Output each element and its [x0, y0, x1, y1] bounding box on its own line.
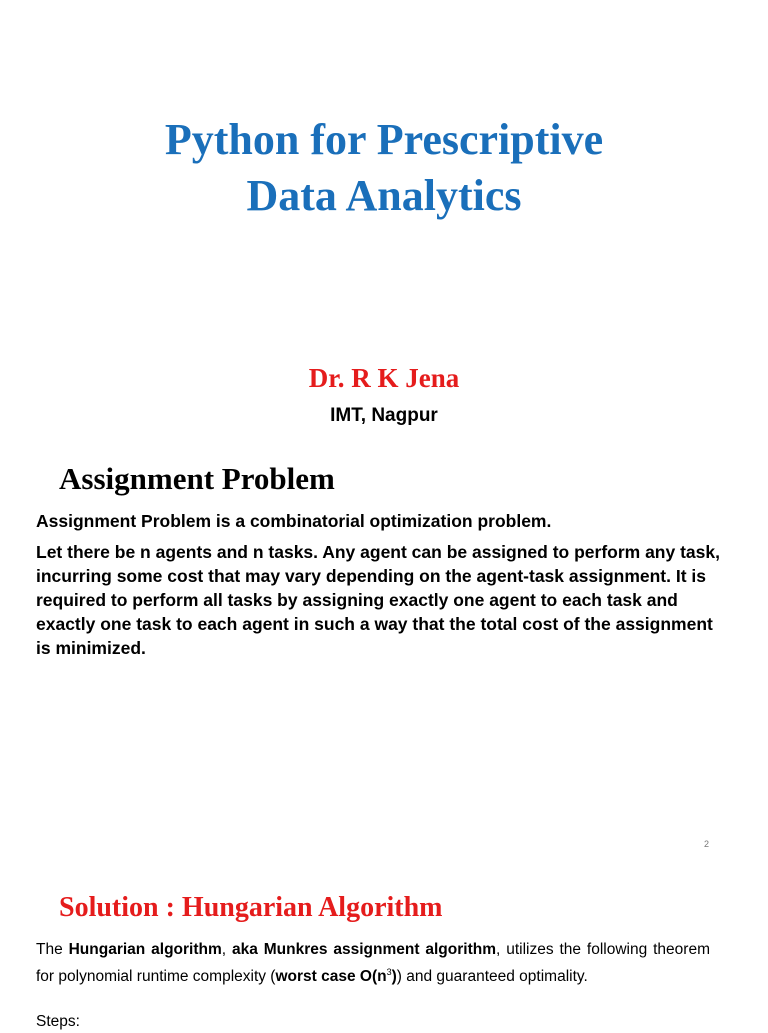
text-segment: The	[36, 941, 69, 958]
page-number: 2	[703, 839, 709, 849]
text-segment: , utilizes the following theorem for polynomial runtime complexity (	[36, 941, 710, 986]
text-segment: ) and guaranteed optimality.	[396, 968, 588, 986]
author-affiliation: IMT, Nagpur	[330, 405, 438, 426]
presentation-title-line-2: Data Analytics	[246, 171, 522, 220]
presentation-title	[0, 112, 768, 224]
description-paragraph: Let there be n agents and n tasks. Any agent can be assigned to perform any task, incurring some cost that may vary depending on the agent-task assignment. It is required to perform all tasks by assigning exactly one agent to each task and exactly one task to each agent in such a way that the total cost of the assignment is minimized.	[36, 542, 720, 658]
section-heading: Assignment Problem	[59, 461, 335, 496]
bold-segment: Hungarian algorithm	[68, 941, 222, 958]
title-slide	[0, 0, 768, 455]
bold-segment: aka Munkres assignment algorithm	[231, 941, 496, 958]
text-segment: ,	[221, 941, 232, 958]
solution-heading: Solution : Hungarian Algorithm	[59, 892, 443, 923]
steps-label: Steps:	[36, 1013, 80, 1030]
algorithm-description	[36, 939, 710, 988]
definition-paragraph: Assignment Problem is a combinatorial optimization problem.	[36, 511, 552, 531]
assignment-problem-slide	[0, 455, 768, 860]
hungarian-algorithm-slide	[0, 880, 768, 1030]
presentation-title-line-1: Python for Prescriptive	[164, 115, 604, 164]
author-name: Dr. R K Jena	[308, 363, 460, 393]
bold-segment: worst case O(n	[275, 968, 387, 986]
bold-segment: )	[391, 968, 397, 986]
superscript: 3	[386, 967, 392, 977]
